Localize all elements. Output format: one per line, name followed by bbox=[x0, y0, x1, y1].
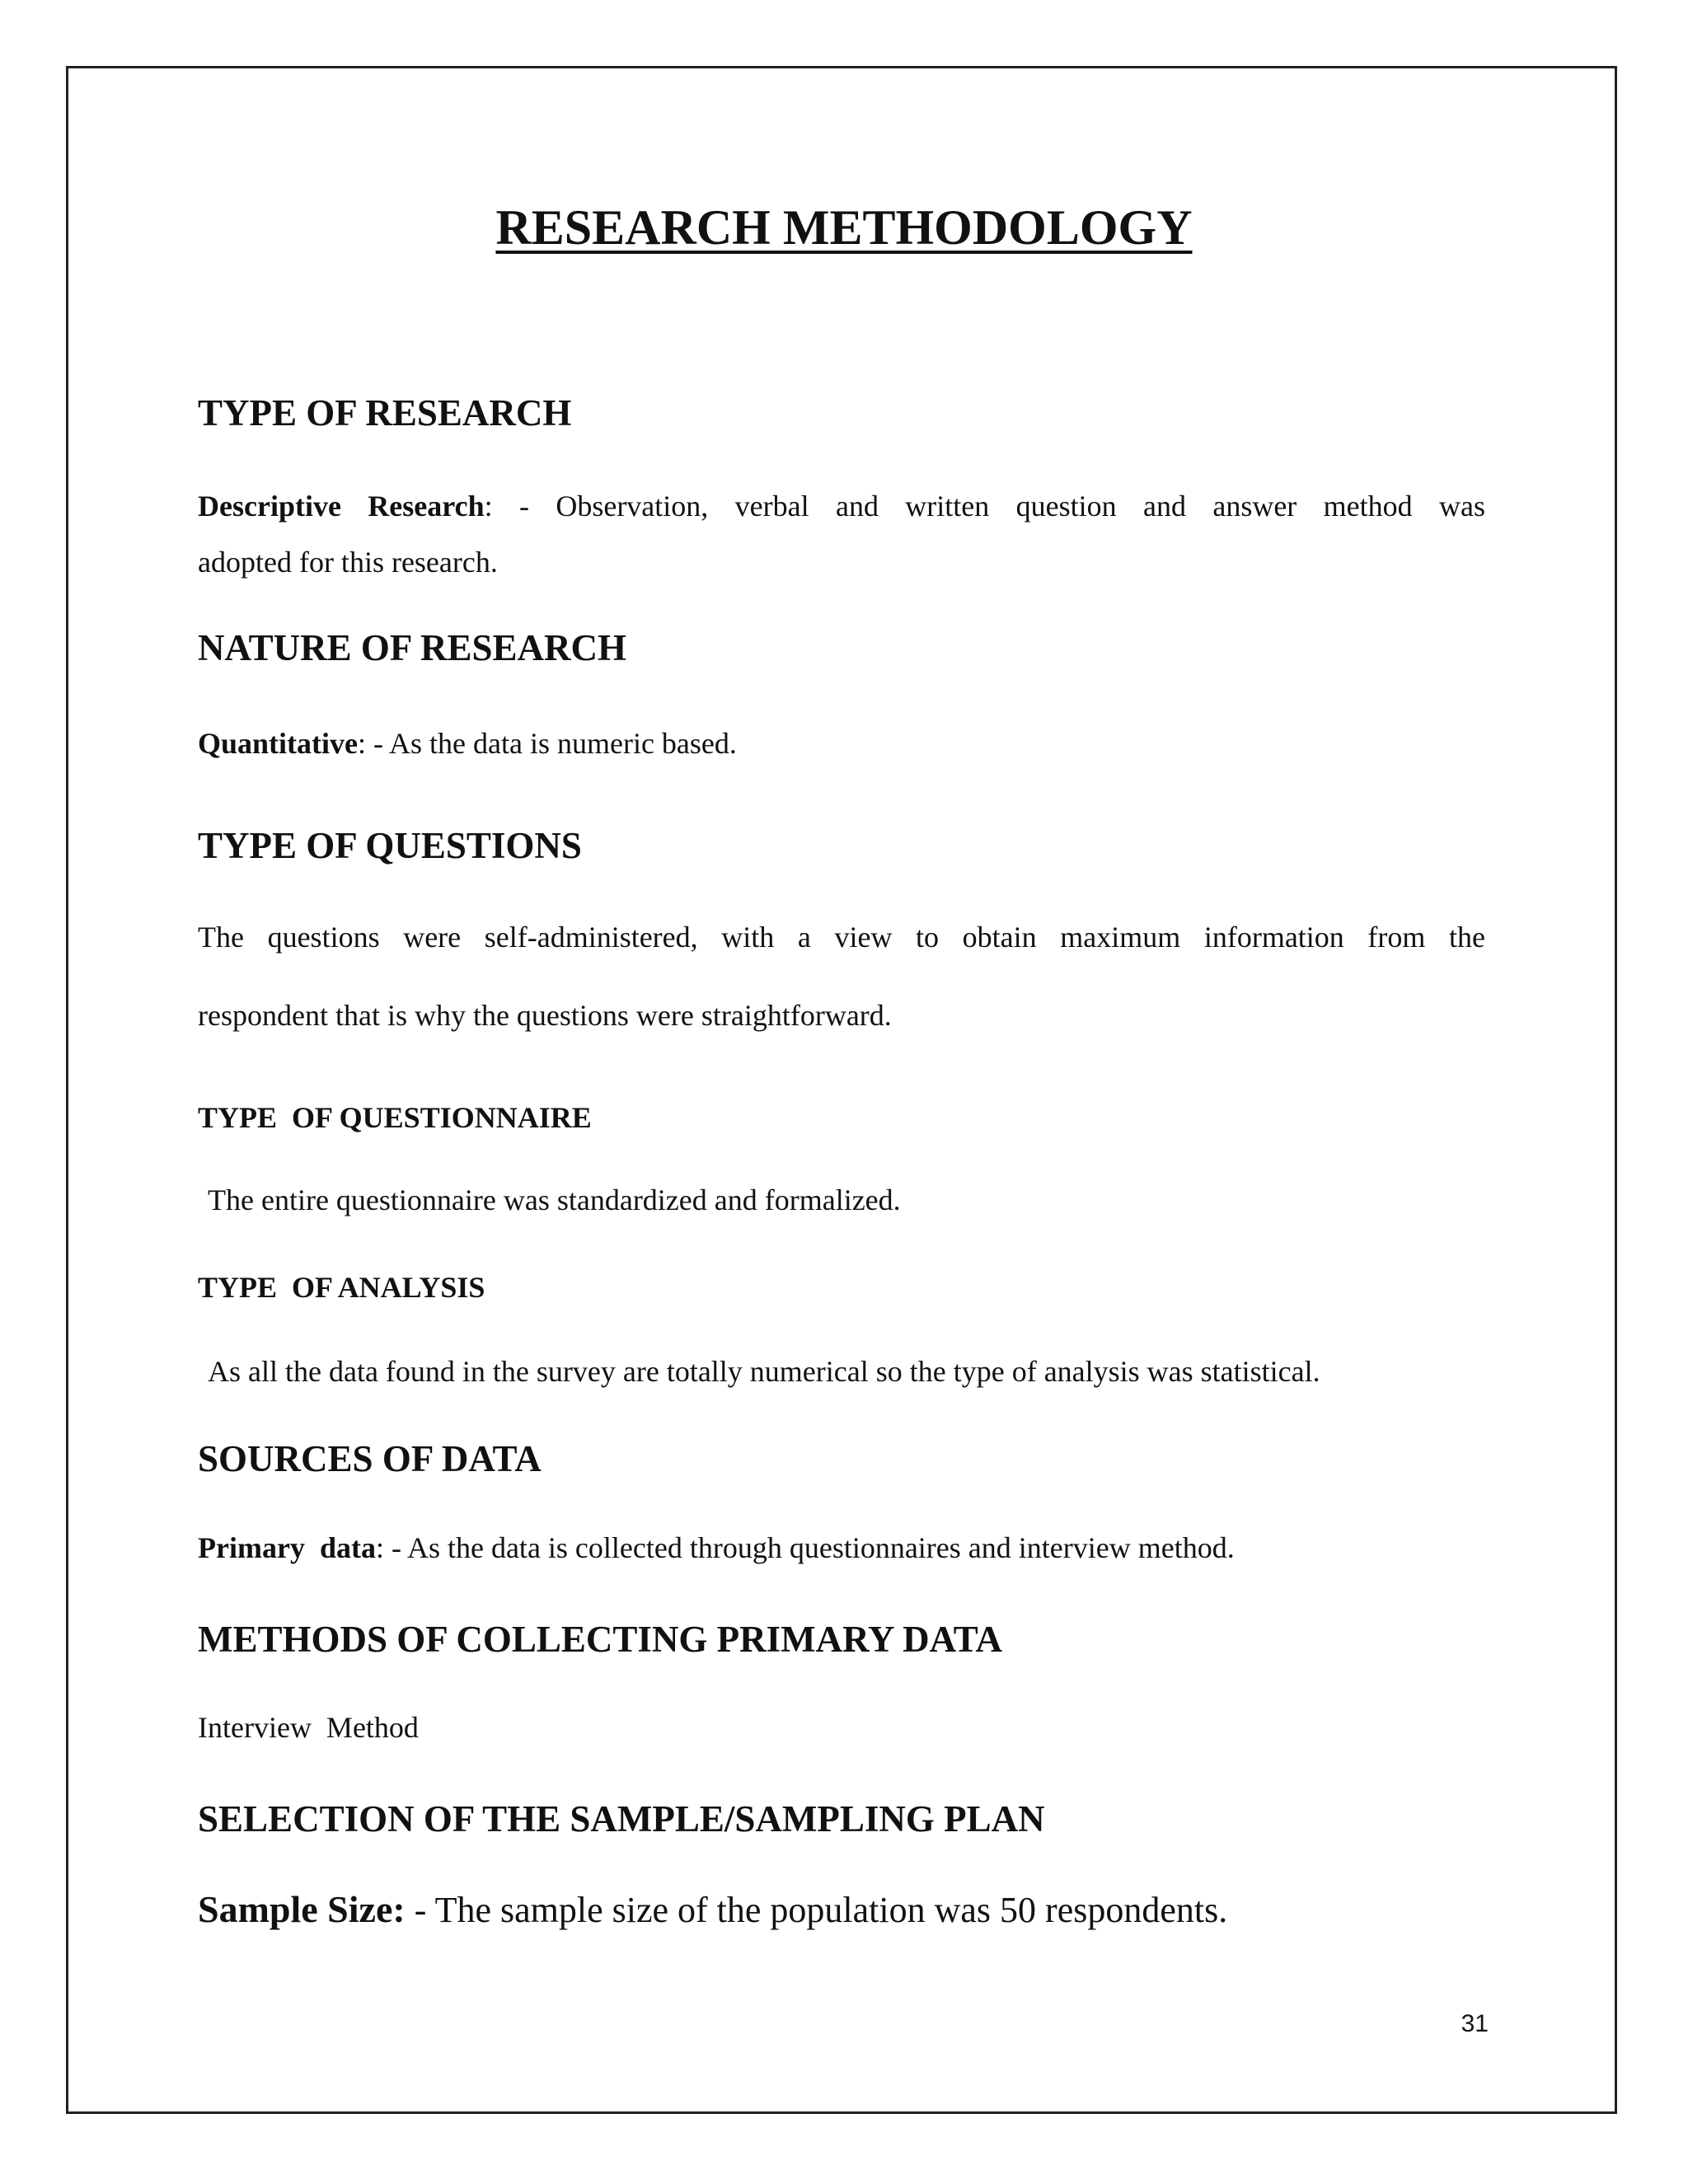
heading-type-of-questionnaire: TYPE OF QUESTIONNAIRE bbox=[198, 1101, 592, 1134]
descriptive-research-label: Descriptive Research bbox=[198, 490, 485, 523]
sample-size-text: Sample Size: - The sample size of the population was 50 respondents. bbox=[198, 1888, 1228, 1930]
type-of-research-line1: Descriptive Research: - Observation, verbal and written question and answer method was bbox=[198, 490, 1485, 523]
type-of-questions-line1: The questions were self-administered, with a view to obtain maximum information from the bbox=[198, 921, 1485, 954]
primary-data-label: Primary data bbox=[198, 1531, 376, 1564]
page-number: 31 bbox=[1461, 2010, 1489, 2037]
heading-sources-of-data: SOURCES OF DATA bbox=[198, 1438, 542, 1479]
page-title: RESEARCH METHODOLOGY bbox=[495, 200, 1193, 255]
type-of-questionnaire-text: The entire questionnaire was standardized and formalized. bbox=[208, 1183, 901, 1216]
methods-primary-text: Interview Method bbox=[198, 1711, 419, 1744]
type-of-analysis-text: As all the data found in the survey are totally numerical so the type of analysis was statistical. bbox=[208, 1355, 1320, 1388]
heading-sampling-plan: SELECTION OF THE SAMPLE/SAMPLING PLAN bbox=[198, 1798, 1045, 1840]
quantitative-label: Quantitative bbox=[198, 727, 358, 760]
type-of-questions-line2: respondent that is why the questions were straightforward. bbox=[198, 999, 892, 1032]
heading-type-of-questions: TYPE OF QUESTIONS bbox=[198, 825, 582, 866]
type-of-research-line2: adopted for this research. bbox=[198, 546, 498, 579]
sources-of-data-text: Primary data: - As the data is collected through questionnaires and interview method. bbox=[198, 1531, 1235, 1564]
sample-size-label: Sample Size: bbox=[198, 1888, 406, 1930]
heading-type-of-analysis: TYPE OF ANALYSIS bbox=[198, 1271, 485, 1304]
heading-methods-of-collecting-primary-data: METHODS OF COLLECTING PRIMARY DATA bbox=[198, 1619, 1002, 1660]
heading-nature-of-research: NATURE OF RESEARCH bbox=[198, 627, 627, 668]
type-of-research-text-1: Observation, verbal and written question and answer method was bbox=[556, 490, 1485, 523]
nature-of-research-text: Quantitative: - As the data is numeric based. bbox=[198, 727, 737, 760]
heading-type-of-research: TYPE OF RESEARCH bbox=[198, 392, 572, 434]
